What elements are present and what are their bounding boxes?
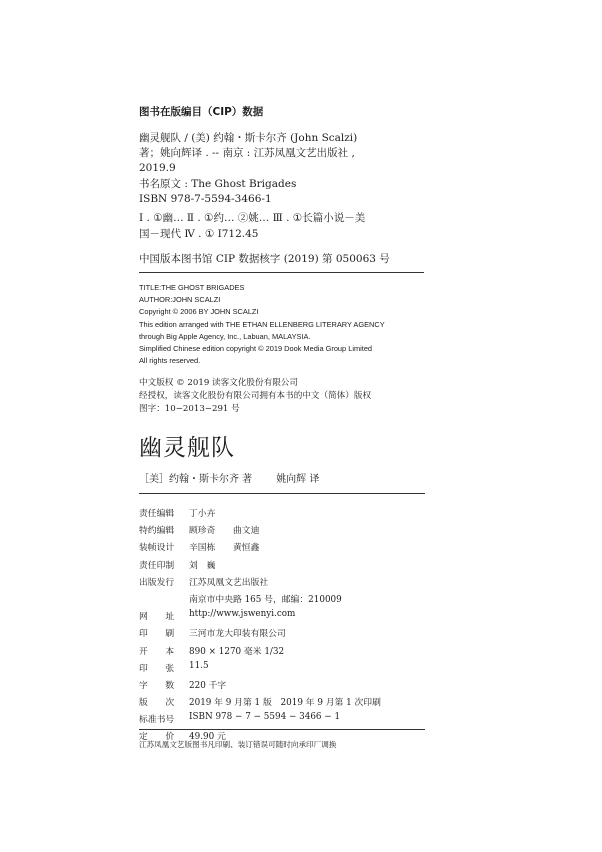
cip-heading: 图书在版编目（CIP）数据 [139,106,264,118]
copyright-line: 经授权，读客文化股份有限公司拥有本书的中文（简体）版权 [139,391,372,402]
copyright-line: All rights reserved. [139,356,201,366]
copyright-line: 图字：10−2013−291 号 [139,404,240,415]
copyright-line: through Big Apple Agency, Inc., Labuan, MALAYSIA. [139,331,311,341]
cip-line: ISBN 978-7-5594-3466-1 [139,192,272,205]
credit-row [139,506,381,523]
divider [139,272,424,273]
credit-row [139,661,381,678]
copyright-line: 中文版权 © 2019 读客文化股份有限公司 [139,378,298,388]
website-link[interactable]: http://www.jswenyi.com [189,609,296,620]
cip-line: 著；姚向辉译 . -- 南京 : 江苏凤凰文艺出版社 , [139,147,355,160]
credit-row [139,609,381,626]
footer-notice: 江苏凤凰文艺版图书凡印刷、装订错误可随时向承印厂调换 [139,740,337,749]
credit-label: 责任编辑 [139,509,175,519]
divider [139,729,425,730]
cip-number: 中国版本图书馆 CIP 数据核字 (2019) 第 050063 号 [139,253,390,265]
book-title: 幽灵舰队 [139,435,235,461]
credit-label: 印 刷 [139,629,175,640]
credit-label [139,592,189,609]
cip-line: 书名原文 : The Ghost Brigades [139,177,297,190]
copyright-english [139,282,385,367]
credit-value: 丁小卉 [189,509,216,519]
credit-value: 220 千字 [189,680,227,691]
credit-label: 责任印制 [139,560,175,571]
credit-value: 辛国栋 黄恒鑫 [189,543,260,554]
credit-value: 11.5 [189,660,209,671]
cip-line: 幽灵舰队 / (美) 约翰・斯卡尔齐 (John Scalzi) [139,132,358,144]
credits-table [139,506,381,747]
classification-line: 国－现代 Ⅳ . ① I712.45 [139,228,259,240]
credit-value: 江苏凤凰文艺出版社 [189,577,269,588]
credit-row [139,644,381,661]
credit-value: 2019 年 9 月第 1 版 2019 年 9 月第 1 次印刷 [189,698,381,709]
classification-line: Ⅰ . ①幽… Ⅱ . ①约… ②姚… Ⅲ . ①长篇小说－美 [139,212,366,224]
copyright-line: Copyright © 2006 BY JOHN SCALZI [139,307,259,317]
credit-label: 印 张 [139,663,175,674]
copyright-line: Simplified Chinese edition copyright © 2019 Dook Media Group Limited [139,344,373,354]
credit-label: 装帧设计 [139,543,175,554]
credit-value: 890 × 1270 毫米 1/32 [189,646,285,657]
credit-label: 网 址 [139,612,175,623]
credit-row [139,523,381,540]
credit-value: ISBN 978 − 7 − 5594 − 3466 − 1 [189,712,341,723]
copyright-line: TITLE:THE GHOST BRIGADES [139,283,245,292]
credit-label: 版 次 [139,698,175,709]
copyright-chinese [139,377,371,417]
credit-value: 刘 巍 [189,560,216,571]
credit-row [139,592,381,609]
copyright-line: AUTHOR:JOHN SCALZI [139,295,221,305]
credit-row [139,678,381,695]
credit-row [139,626,381,643]
cip-record [139,131,357,207]
cip-line: 2019.9 [139,162,176,175]
credit-label: 标准书号 [139,715,175,726]
cip-classification [139,210,365,242]
credit-label: 字 数 [139,680,175,691]
credit-row [139,558,381,575]
credit-label: 特约编辑 [139,526,175,537]
divider [139,493,425,494]
credit-row [139,712,381,729]
translator: 姚向辉 译 [276,474,320,485]
credit-row [139,575,381,592]
credit-row [139,695,381,712]
credit-label: 出版发行 [139,577,175,588]
credit-label: 定 价 [139,732,175,743]
credit-row [139,540,381,557]
credit-value: 三河市龙大印装有限公司 [189,629,286,640]
credit-value: 顾珍奇 曲文迪 [189,526,260,537]
credit-value: 南京市中央路 165 号，邮编：210009 [189,594,342,605]
credit-label: 开 本 [139,646,175,657]
copyright-line: This edition arranged with THE ETHAN ELLENBERG LITERARY AGENCY [139,319,385,329]
author-line [139,470,319,485]
author: ［美］约翰・斯卡尔齐 著 [139,474,253,485]
credit-value: 49.90 元 [189,732,226,743]
